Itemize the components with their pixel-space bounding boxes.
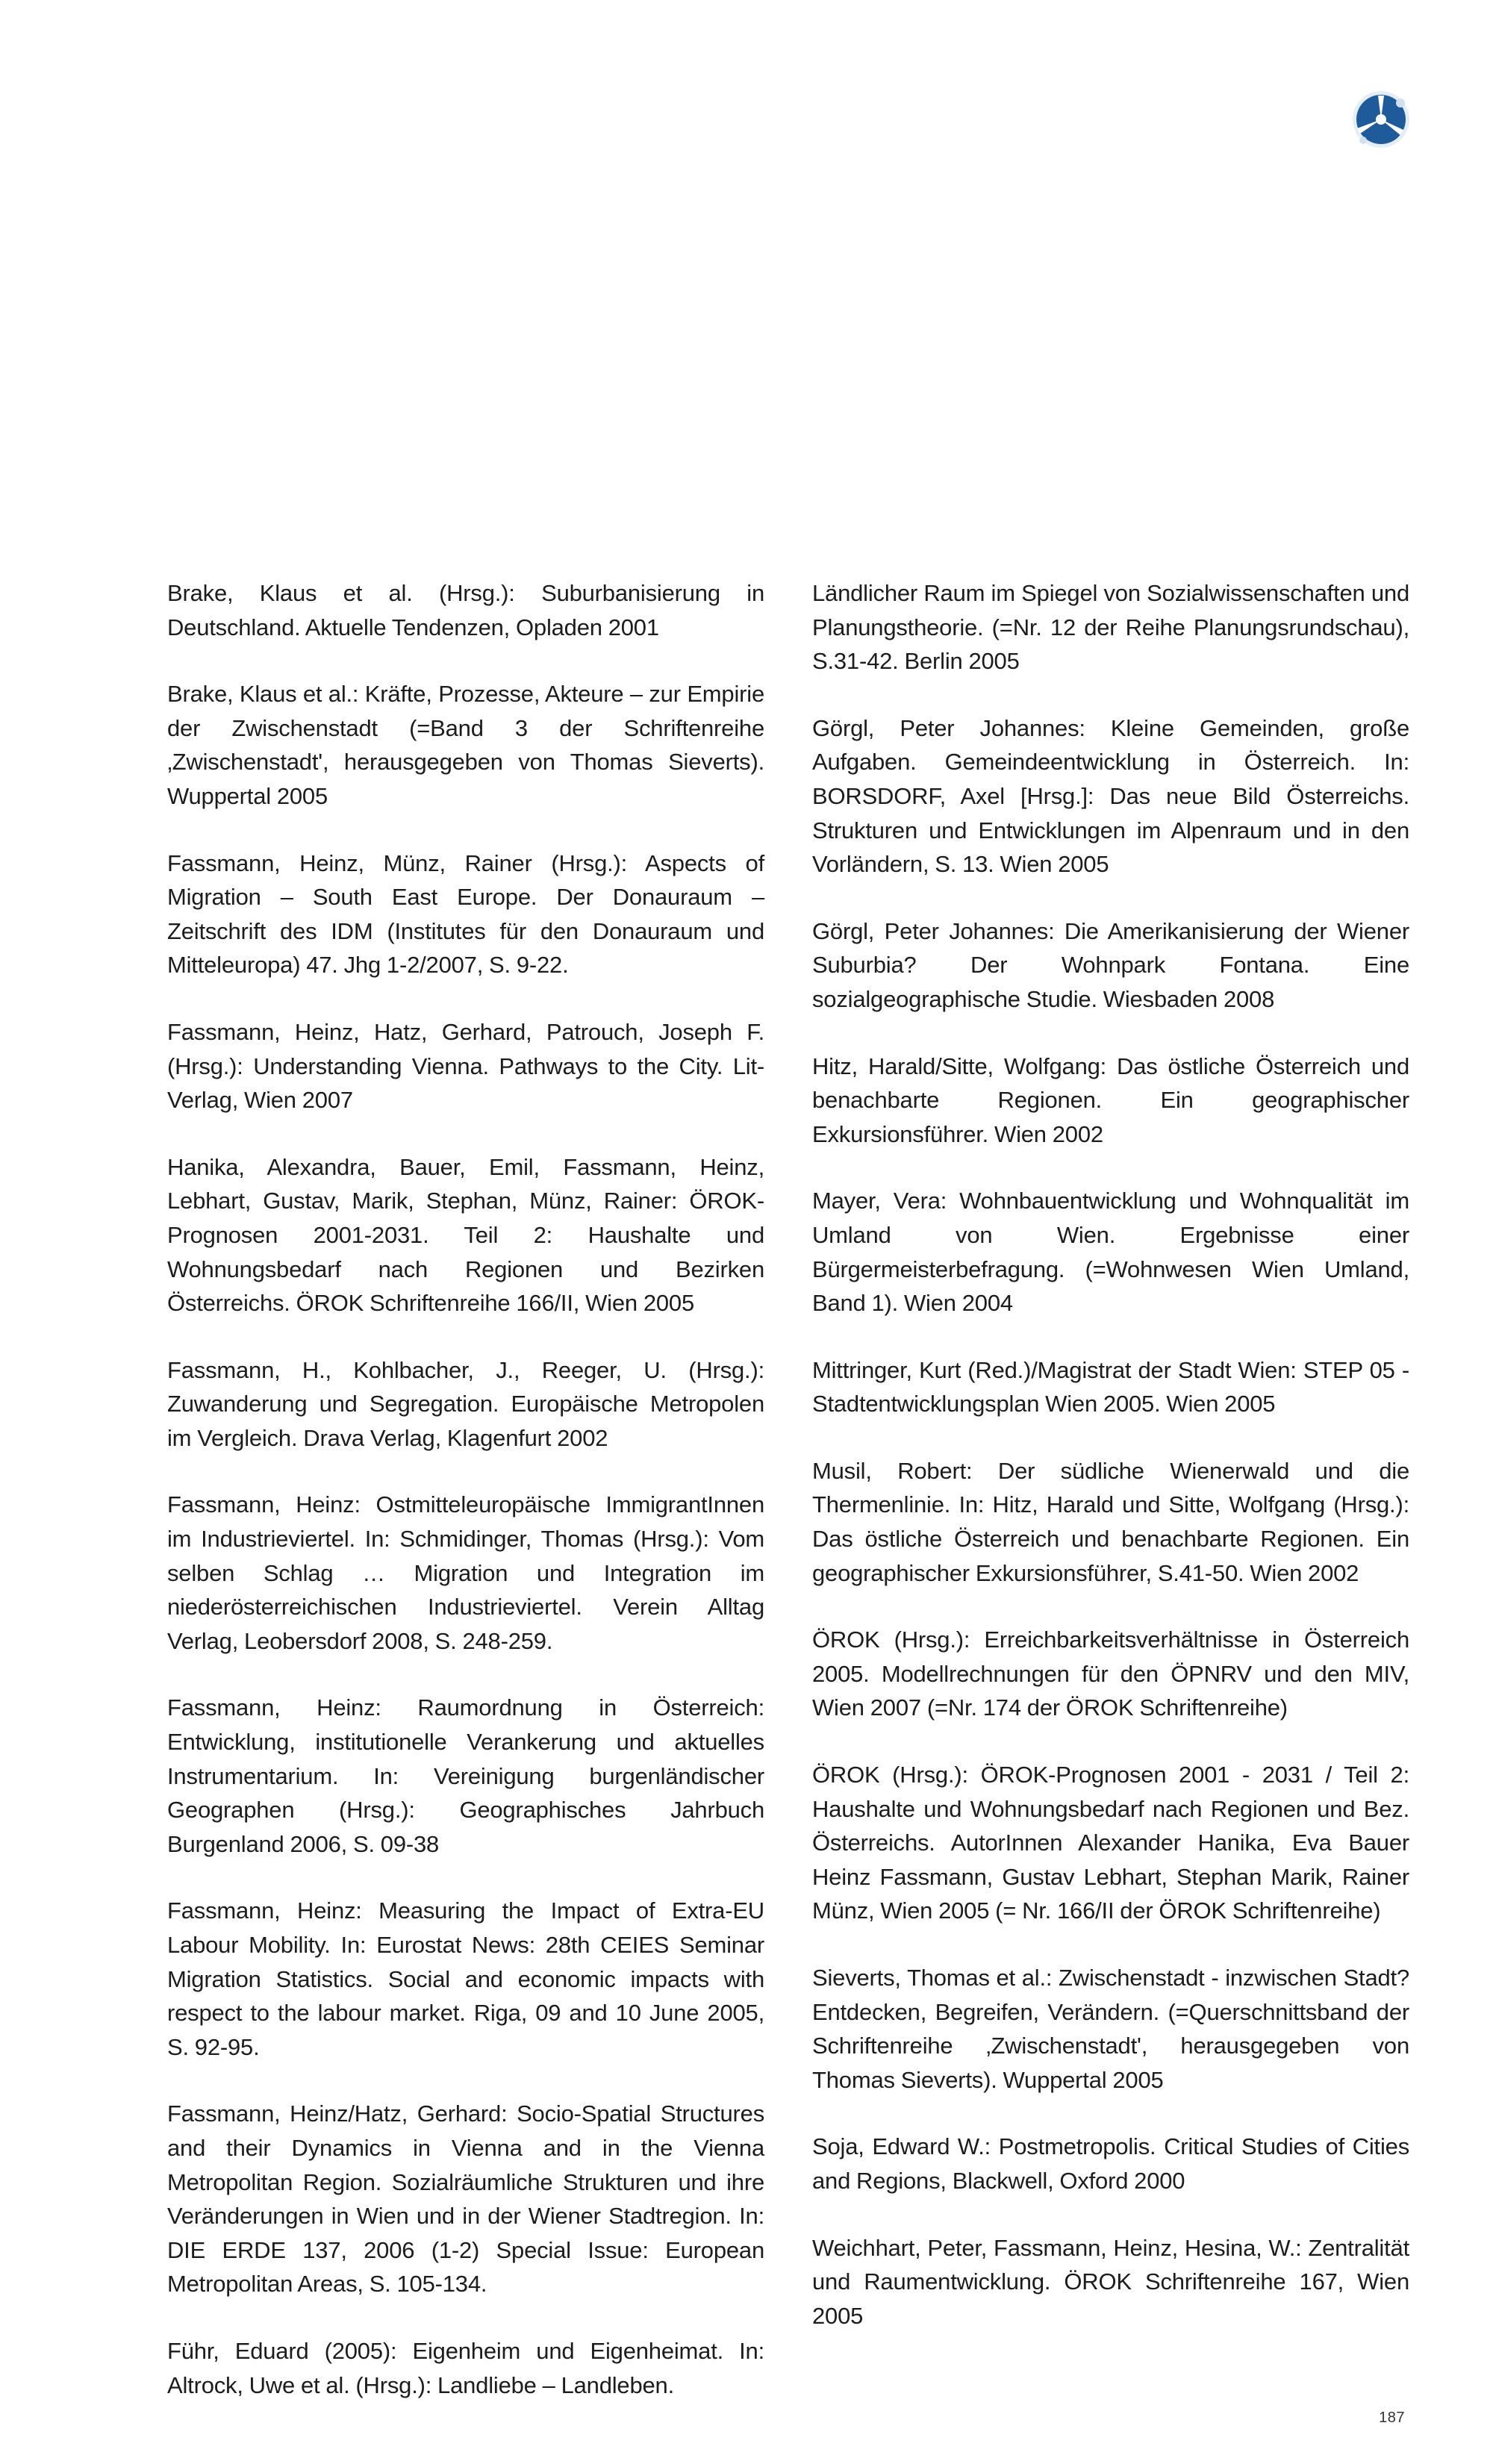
- reference-entry: Hitz, Harald/Sitte, Wolfgang: Das östliche Österreich und benachbarte Regionen. Ein geographischer Exkursionsführer. Wien 2002: [812, 1052, 1409, 1147]
- triskelion-logo-icon: [1350, 88, 1412, 151]
- reference-entry: Görgl, Peter Johannes: Kleine Gemeinden, große Aufgaben. Gemeindeentwicklung in Österreich. In: BORSDORF, Axel [Hrsg.]: Das neue Bild Österreichs. Strukturen und Entwicklungen im Alpenraum und in den Vorländern, S. 13. Wien 2005: [812, 714, 1409, 878]
- reference-entry: Brake, Klaus et al.: Kräfte, Prozesse, Akteure – zur Empirie der Zwischenstadt (=Band 3 der Schriftenreihe ‚Zwischenstadt', herausgegeben von Thomas Sieverts). Wuppertal 2005: [167, 681, 764, 809]
- reference-entry: Soja, Edward W.: Postmetropolis. Critical Studies of Cities and Regions, Blackwell, Oxford 2000: [812, 2133, 1409, 2194]
- reference-entry: Führ, Eduard (2005): Eigenheim und Eigenheimat. In: Altrock, Uwe et al. (Hrsg.): Landliebe – Landleben.: [167, 2337, 764, 2398]
- page-number: 187: [1379, 2410, 1405, 2426]
- references-right-column: [812, 576, 1409, 2365]
- reference-entry: Mittringer, Kurt (Red.)/Magistrat der Stadt Wien: STEP 05 - Stadtentwicklungsplan Wien 2005. Wien 2005: [812, 1356, 1409, 1417]
- reference-entry: Fassmann, Heinz, Hatz, Gerhard, Patrouch, Joseph F. (Hrsg.): Understanding Vienna. Pathways to the City. Lit-Verlag, Wien 2007: [167, 1018, 764, 1114]
- reference-entry: Fassmann, Heinz: Raumordnung in Österreich: Entwicklung, institutionelle Verankerung und aktuelles Instrumentarium. In: Vereinigung burgenländischer Geographen (Hrsg.): Geographisches Jahrbuch Burgenland 2006, S. 09-38: [167, 1694, 764, 1857]
- reference-entry: Hanika, Alexandra, Bauer, Emil, Fassmann, Heinz, Lebhart, Gustav, Marik, Stephan, Münz, Rainer: ÖROK-Prognosen 2001-2031. Teil 2: Haushalte und Wohnungsbedarf nach Regionen und Bezirken Österreichs. ÖROK Schriftenreihe 166/II, Wien 2005: [167, 1153, 764, 1317]
- reference-entry: Mayer, Vera: Wohnbauentwicklung und Wohnqualität im Umland von Wien. Ergebnisse einer Bürgermeisterbefragung. (=Wohnwesen Wien Umland, Band 1). Wien 2004: [812, 1188, 1409, 1317]
- reference-entry: Sieverts, Thomas et al.: Zwischenstadt - inzwischen Stadt? Entdecken, Begreifen, Verändern. (=Querschnittsband der Schriftenreihe ‚Zwischenstadt', herausgegeben von Thomas Sieverts). Wuppertal 2005: [812, 1965, 1409, 2093]
- reference-entry: Fassmann, Heinz: Ostmitteleuropäische ImmigrantInnen im Industrieviertel. In: Schmidinger, Thomas (Hrsg.): Vom selben Schlag … Migration und Integration im niederösterreichischen Industrieviertel. Verein Alltag Verlag, Leobersdorf 2008, S. 248-259.: [167, 1491, 764, 1654]
- reference-entry: Ländlicher Raum im Spiegel von Sozialwissenschaften und Planungstheorie. (=Nr. 12 der Reihe Planungsrundschau), S.31-42. Berlin 2005: [812, 580, 1409, 675]
- reference-entry: Brake, Klaus et al. (Hrsg.): Suburbanisierung in Deutschland. Aktuelle Tendenzen, Opladen 2001: [167, 580, 764, 640]
- reference-entry: Fassmann, Heinz: Measuring the Impact of Extra-EU Labour Mobility. In: Eurostat News: 28th CEIES Seminar Migration Statistics. Social and economic impacts with respect to the labour market. Riga, 09 and 10 June 2005, S. 92-95.: [167, 1897, 764, 2060]
- reference-entry: ÖROK (Hrsg.): Erreichbarkeitsverhältnisse in Österreich 2005. Modellrechnungen für den ÖPNRV und den MIV, Wien 2007 (=Nr. 174 der ÖROK Schriftenreihe): [812, 1626, 1409, 1721]
- reference-entry: Fassmann, Heinz/Hatz, Gerhard: Socio-Spatial Structures and their Dynamics in Vienna and in the Vienna Metropolitan Region. Sozialräumliche Strukturen und ihre Veränderungen in Wien und in der Wiener Stadtregion. In: DIE ERDE 137, 2006 (1-2) Special Issue: European Metropolitan Areas, S. 105-134.: [167, 2100, 764, 2298]
- reference-entry: Musil, Robert: Der südliche Wienerwald und die Thermenlinie. In: Hitz, Harald und Sitte, Wolfgang (Hrsg.): Das östliche Österreich und benachbarte Regionen. Ein geographischer Exkursionsführer, S.41-50. Wien 2002: [812, 1457, 1409, 1586]
- reference-entry: Görgl, Peter Johannes: Die Amerikanisierung der Wiener Suburbia? Der Wohnpark Fontana. Eine sozialgeographische Studie. Wiesbaden 2008: [812, 917, 1409, 1012]
- reference-entry: Weichhart, Peter, Fassmann, Heinz, Hesina, W.: Zentralität und Raumentwicklung. ÖROK Schriftenreihe 167, Wien 2005: [812, 2234, 1409, 2329]
- reference-entry: Fassmann, Heinz, Münz, Rainer (Hrsg.): Aspects of Migration – South East Europe. Der Donauraum – Zeitschrift des IDM (Institutes für den Donauraum und Mitteleuropa) 47. Jhg 1-2/2007, S. 9-22.: [167, 849, 764, 979]
- reference-entry: ÖROK (Hrsg.): ÖROK-Prognosen 2001 - 2031 / Teil 2: Haushalte und Wohnungsbedarf nach Regionen und Bez. Österreichs. AutorInnen Alexander Hanika, Eva Bauer Heinz Fassmann, Gustav Lebhart, Stephan Marik, Rainer Münz, Wien 2005 (= Nr. 166/II der ÖROK Schriftenreihe): [812, 1762, 1409, 1924]
- references-left-column: [167, 576, 764, 2435]
- reference-entry: Fassmann, H., Kohlbacher, J., Reeger, U. (Hrsg.): Zuwanderung und Segregation. Europäische Metropolen im Vergleich. Drava Verlag, Klagenfurt 2002: [167, 1356, 764, 1451]
